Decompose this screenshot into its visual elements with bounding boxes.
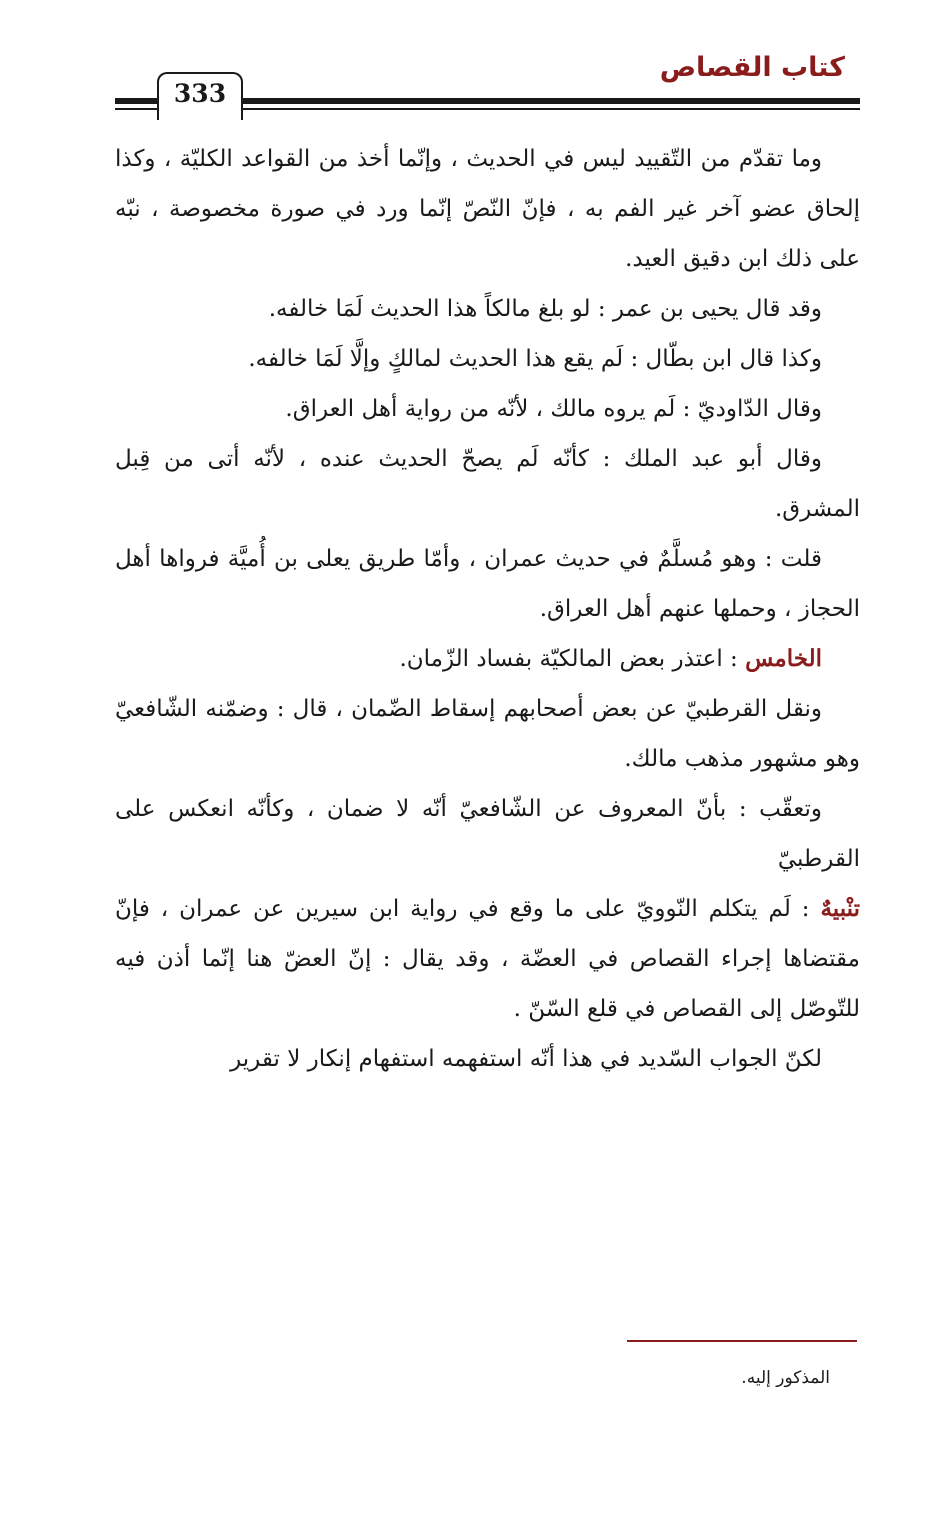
paragraph: تنْبيهٌ : لَم يتكلم النّوويّ على ما وقع في رواية ابن سيرين عن عمران ، فإنّ مقتضاها إجراء القصاص في العضّة ، وقد يقال : إنّ العضّ هنا إنّما أذن فيه للتّوصّل إلى القصاص في قلع السّنّ . xyxy=(115,895,860,1022)
paragraph: ونقل القرطبيّ عن بعض أصحابهم إسقاط الضّمان ، قال : وضمّنه الشّافعيّ وهو مشهور مذهب مالك. xyxy=(115,696,860,772)
section-lead-tanbih: تنْبيهٌ xyxy=(820,895,860,922)
paragraph: الخامس : اعتذر بعض المالكيّة بفساد الزّمان. xyxy=(399,645,822,672)
footnote: المذكور إليه. xyxy=(741,1368,830,1388)
paragraph: وقال الدّاوديّ : لَم يروه مالك ، لأنّه من رواية أهل العراق. xyxy=(285,396,822,422)
section-lead-khamis: الخامس xyxy=(745,645,822,672)
paragraph: وقد قال يحيى بن عمر : لو بلغ مالكاً هذا الحديث لَمَا خالفه. xyxy=(268,296,822,322)
paragraph: وما تقدّم من التّقييد ليس في الحديث ، وإنّما أخذ من القواعد الكليّة ، وكذا إلحاق عضو آخر غير الفم به ، فإنّ النّصّ إنّما ورد في صورة مخصوصة ، نبّه على ذلك ابن دقيق العيد. xyxy=(115,146,860,272)
chapter-title: كتاب القصاص xyxy=(659,52,845,83)
paragraph: وتعقّب : بأنّ المعروف عن الشّافعيّ أنّه لا ضمان ، وكأنّه انعكس على القرطبيّ xyxy=(115,796,860,872)
body-text xyxy=(115,134,860,1084)
page-number: 333 xyxy=(157,72,243,120)
paragraph: قلت : وهو مُسلَّمٌ في حديث عمران ، وأمّا طريق يعلى بن أُميَّة فرواها أهل الحجاز ، وحملها عنهم أهل العراق. xyxy=(115,546,860,622)
paragraph: لكنّ الجواب السّديد في هذا أنّه استفهمه استفهام إنكار لا تقرير xyxy=(230,1046,822,1072)
footnote-separator xyxy=(627,1340,857,1342)
paragraph: وقال أبو عبد الملك : كأنّه لَم يصحّ الحديث عنده ، لأنّه أتى من قِبل المشرق. xyxy=(115,446,860,522)
paragraph: وكذا قال ابن بطّال : لَم يقع هذا الحديث لمالكٍ وإلَّا لَمَا خالفه. xyxy=(248,346,822,372)
